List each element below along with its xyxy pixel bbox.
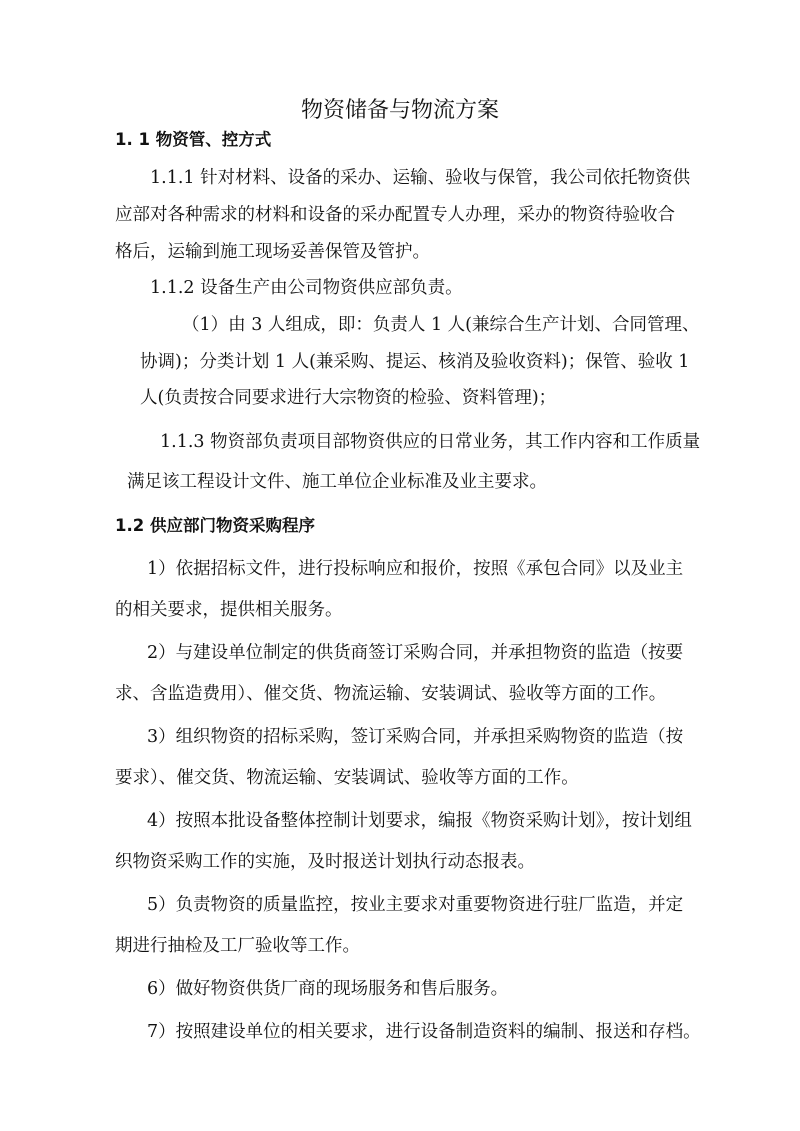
procedure-item-6: 6）做好物资供货厂商的现场服务和售后服务。 [147, 979, 509, 999]
procedure-item-1-line-2: 的相关要求，提供相关服务。 [115, 600, 343, 620]
item-1-line-2: 协调)；分类计划 1 人(兼采购、提运、核消及验收资料)；保管、验收 1 [140, 352, 690, 372]
paragraph-1-1-1-line-1: 1.1.1 针对材料、设备的采办、运输、验收与保管，我公司依托物资供 [150, 168, 691, 188]
procedure-item-7: 7）按照建设单位的相关要求，进行设备制造资料的编制、报送和存档。 [147, 1022, 701, 1042]
item-1-line-3: 人(负责按合同要求进行大宗物资的检验、资料管理)； [140, 388, 557, 408]
paragraph-1-1-2: 1.1.2 设备生产由公司物资供应部负责。 [150, 278, 463, 298]
section-heading-1-2: 1.2 供应部门物资采购程序 [115, 516, 315, 535]
item-1-line-1: （1）由 3 人组成，即：负责人 1 人(兼综合生产计划、合同管理、 [182, 315, 700, 335]
document-title: 物资储备与物流方案 [300, 98, 499, 123]
procedure-item-2-line-1: 2）与建设单位制定的供货商签订采购合同，并承担物资的监造（按要 [147, 643, 684, 663]
procedure-item-1-line-1: 1）依据招标文件，进行投标响应和报价，按照《承包合同》以及业主 [147, 559, 684, 579]
procedure-item-4-line-2: 织物资采购工作的实施，及时报送计划执行动态报表。 [115, 852, 535, 872]
paragraph-1-1-3-line-1: 1.1.3 物资部负责项目部物资供应的日常业务，其工作内容和工作质量 [160, 432, 701, 452]
paragraph-1-1-1-line-2: 应部对各种需求的材料和设备的采办配置专人办理，采办的物资待验收合 [115, 205, 675, 225]
procedure-item-5-line-1: 5）负责物资的质量监控，按业主要求对重要物资进行驻厂监造，并定 [147, 895, 684, 915]
paragraph-1-1-1-line-3: 格后，运输到施工现场妥善保管及管护。 [115, 242, 430, 262]
procedure-item-4-line-1: 4）按照本批设备整体控制计划要求，编报《物资采购计划》，按计划组 [147, 811, 692, 831]
procedure-item-5-line-2: 期进行抽检及工厂验收等工作。 [115, 936, 360, 956]
paragraph-1-1-3-line-2: 满足该工程设计文件、施工单位企业标准及业主要求。 [127, 472, 547, 492]
section-heading-1-1: 1. 1 物资管、控方式 [115, 130, 272, 149]
procedure-item-3-line-1: 3）组织物资的招标采购，签订采购合同，并承担采购物资的监造（按 [147, 727, 684, 747]
procedure-item-3-line-2: 要求）、催交货、物流运输、安装调试、验收等方面的工作。 [115, 768, 579, 788]
procedure-item-2-line-2: 求、含监造费用）、催交货、物流运输、安装调试、验收等方面的工作。 [115, 684, 667, 704]
